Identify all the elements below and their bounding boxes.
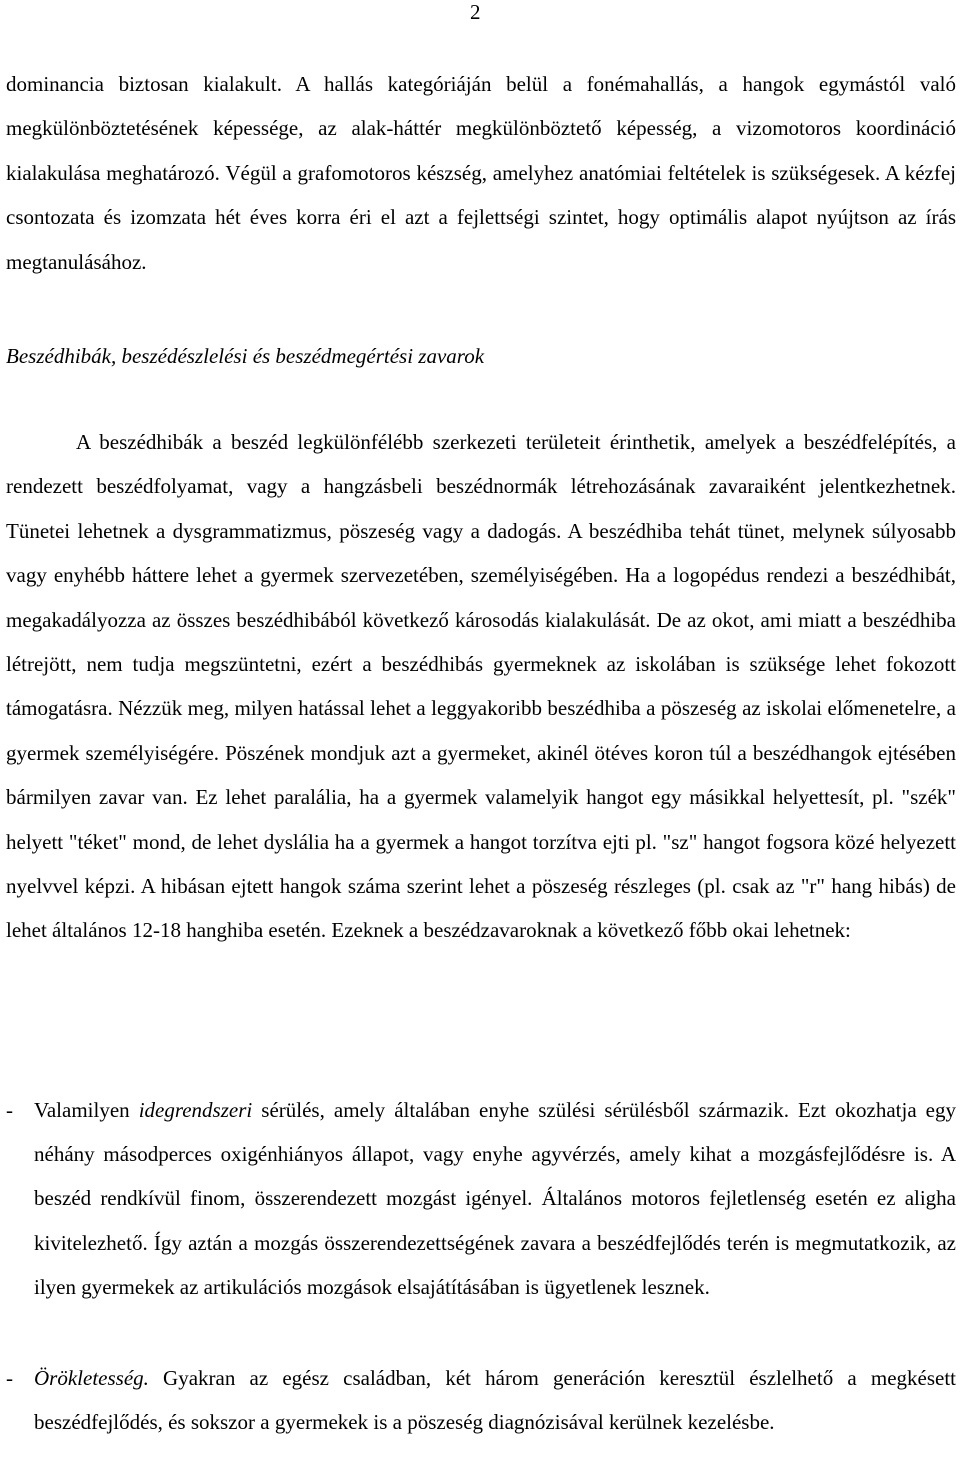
page-number: 2 <box>470 0 481 24</box>
list-item-italic-term: idegrendszeri <box>138 1098 253 1122</box>
list-dash: - <box>6 1366 13 1390</box>
list-item-heredity-cause <box>6 1356 956 1444</box>
list-item-text: Gyakran az egész családban, két három generáción keresztül észlelhető a megkésett beszédfejlődés, és sokszor a gyermekek is a pöszeség diagnózisával kerülnek kezelésbe. <box>34 1366 956 1435</box>
list-item-italic-term: Örökletesség. <box>34 1366 149 1390</box>
paragraph-speech-defects: A beszédhibák a beszéd legkülönfélébb szerkezeti területeit érinthetik, amelyek a beszédfelépítés, a rendezett beszédfolyamat, vagy a hangzásbeli beszédnormák létrehozásának zavaraiként jelentkezhetnek. Tünetei lehetnek a dysgrammatizmus, pöszeség vagy a dadogás. A beszédhiba tehát tünet, melynek súlyosabb vagy enyhébb háttere lehet a gyermek szervezetében, személyiségében. Ha a logopédus rendezi a beszédhibát, megakadályozza az összes beszédhibából következő károsodás kialakulását. De az okot, ami miatt a beszédhiba létrejött, nem tudja megszüntetni, ezért a beszédhibás gyermeknek az iskolában is szüksége lehet fokozott támogatásra. Nézzük meg, milyen hatással lehet a leggyakoribb beszédhiba a pöszeség az iskolai előmenetelre, a gyermek személyiségére. Pöszének mondjuk azt a gyermeket, akinél ötéves koron túl a beszédhangok ejtésében bármilyen zavar van. Ez lehet paralália, ha a gyermek valamelyik hangot egy másikkal helyettesít, pl. "szék" helyett "téket" mond, de lehet dyslália ha a gyermek a hangot torzítva ejti pl. "sz" hangot fogsora közé helyezett nyelvvel képzi. A hibásan ejtett hangok száma szerint lehet a pöszeség részleges (pl. csak az "r" hang hibás) de lehet általános 12-18 hanghiba esetén. Ezeknek a beszédzavaroknak a következő főbb okai lehetnek: <box>6 430 956 943</box>
list-item-text: sérülés, amely általában enyhe szülési sérülésből származik. Ezt okozhatja egy néhány másodperces oxigénhiányos állapot, vagy enyhe agyvérzés, amely kihat a mozgásfejlődésre is. A beszéd rendkívül finom, összerendezett mozgást igényel. Általános motoros fejletlenség esetén ez aligha kivitelezhető. Így aztán a mozgás összerendezettségének zavara a beszédfejlődés terén is megmutatkozik, az ilyen gyermekek az artikulációs mozgások elsajátításában is ügyetlenek lesznek. <box>34 1098 956 1299</box>
list-item-prefix: Valamilyen <box>34 1098 139 1122</box>
causes-list-2 <box>6 1356 956 1444</box>
paragraph-perception-skills: dominancia biztosan kialakult. A hallás kategóriáján belül a fonémahallás, a hangok egymástól való megkülönböztetésének képessége, az alak-háttér megkülönböztető képesség, a vizomotoros koordináció kialakulása meghatározó. Végül a grafomotoros készség, amelyhez anatómiai feltételek is szükségesek. A kézfej csontozata és izomzata hét éves korra éri el azt a fejlettségi szintet, hogy optimális alapot nyújtson az írás megtanulásához. <box>6 72 956 274</box>
section-heading: Beszédhibák, beszédészlelési és beszédmegértési zavarok <box>6 344 485 368</box>
causes-list-1 <box>6 1088 956 1309</box>
list-dash: - <box>6 1098 13 1122</box>
list-item-neurological-cause <box>6 1088 956 1309</box>
